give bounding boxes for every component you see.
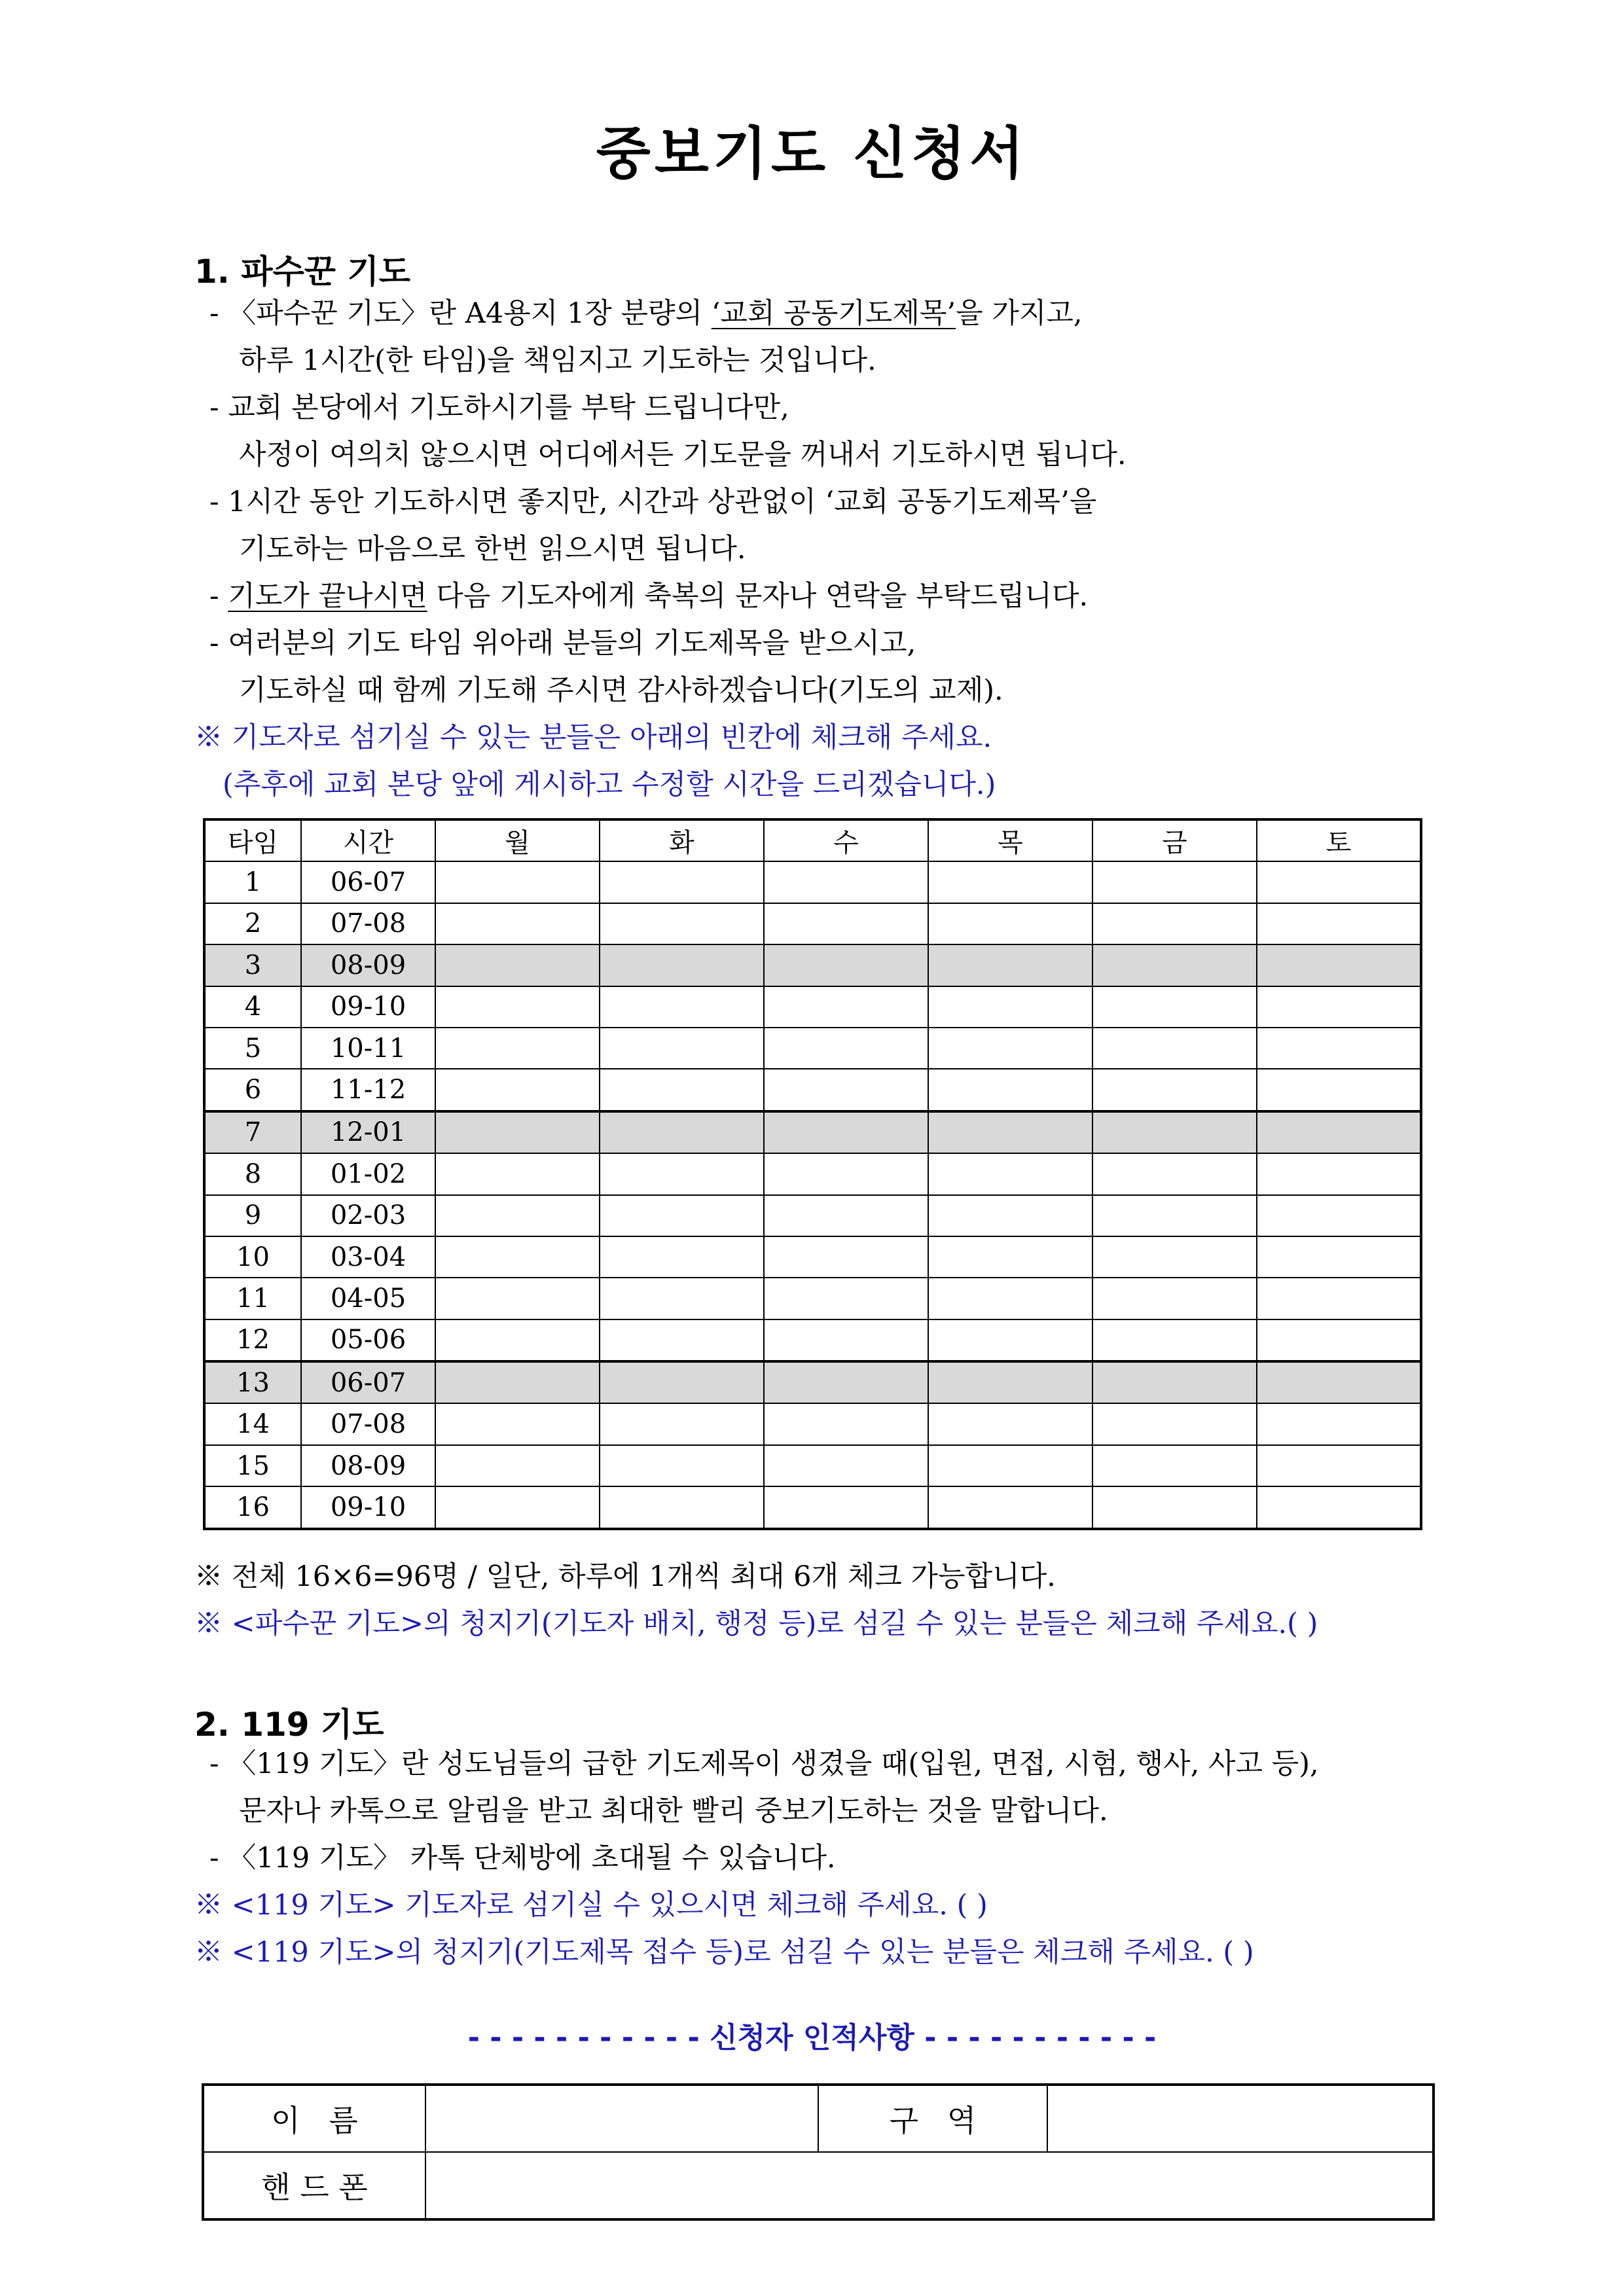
time-slot-number: 8	[204, 1153, 301, 1194]
time-slot-number: 12	[204, 1319, 301, 1361]
schedule-check-cell[interactable]	[764, 1319, 928, 1361]
schedule-check-cell[interactable]	[600, 1236, 764, 1278]
schedule-check-cell[interactable]	[1092, 986, 1257, 1028]
schedule-check-cell[interactable]	[1257, 1195, 1421, 1236]
section-2-heading: 2. 119 기도	[194, 1706, 384, 1744]
schedule-header-cell: 타임	[204, 819, 301, 861]
schedule-check-cell[interactable]	[764, 1278, 928, 1319]
time-slot-hours: 06-07	[301, 861, 435, 903]
schedule-check-cell[interactable]	[1092, 1486, 1257, 1528]
schedule-row	[204, 1486, 1421, 1528]
schedule-check-cell[interactable]	[600, 1319, 764, 1361]
schedule-check-cell[interactable]	[928, 1361, 1092, 1403]
schedule-check-cell[interactable]	[764, 903, 928, 944]
schedule-check-cell[interactable]	[435, 1236, 600, 1278]
applicant-divider: - - - - - - - - - - - 신청자 인적사항 - - - - - - - - - - -	[467, 2021, 1157, 2054]
schedule-check-cell[interactable]	[1257, 1236, 1421, 1278]
schedule-check-cell[interactable]	[600, 1486, 764, 1528]
time-slot-hours: 08-09	[301, 1445, 435, 1486]
time-slot-number: 6	[204, 1069, 301, 1111]
section-1-line-8: - 여러분의 기도 타임 위아래 분들의 기도제목을 받으시고,	[209, 627, 916, 660]
section-1-heading: 1. 파수꾼 기도	[194, 253, 411, 291]
time-slot-number: 4	[204, 986, 301, 1028]
section-1-note-2: (추후에 교회 본당 앞에 게시하고 수정할 시간을 드리겠습니다.)	[223, 768, 996, 801]
prayer-schedule-table	[203, 818, 1422, 1530]
schedule-row	[204, 1195, 1421, 1236]
time-slot-number: 16	[204, 1486, 301, 1528]
schedule-check-cell[interactable]	[1092, 1153, 1257, 1194]
name-label: 이 름	[203, 2085, 425, 2152]
schedule-header-cell: 시간	[301, 819, 435, 861]
schedule-check-cell[interactable]	[435, 1361, 600, 1403]
schedule-check-cell[interactable]	[435, 1403, 600, 1444]
schedule-check-cell[interactable]	[928, 1028, 1092, 1069]
time-slot-hours: 01-02	[301, 1153, 435, 1194]
schedule-row	[204, 1361, 1421, 1403]
schedule-row	[204, 1278, 1421, 1319]
schedule-check-cell[interactable]	[435, 1153, 600, 1194]
time-slot-hours: 10-11	[301, 1028, 435, 1069]
schedule-check-cell[interactable]	[1257, 1445, 1421, 1486]
schedule-check-cell[interactable]	[435, 1195, 600, 1236]
schedule-row	[204, 1319, 1421, 1361]
schedule-check-cell[interactable]	[764, 1403, 928, 1444]
schedule-check-cell[interactable]	[435, 1319, 600, 1361]
schedule-check-cell[interactable]	[1257, 861, 1421, 903]
schedule-check-cell[interactable]	[600, 1445, 764, 1486]
phone-field[interactable]	[425, 2152, 1434, 2219]
schedule-check-cell[interactable]	[928, 1153, 1092, 1194]
schedule-check-cell[interactable]	[435, 1069, 600, 1111]
time-slot-number: 13	[204, 1361, 301, 1403]
schedule-check-cell[interactable]	[600, 1069, 764, 1111]
schedule-header-cell: 목	[928, 819, 1092, 861]
schedule-check-cell[interactable]	[600, 986, 764, 1028]
section-2-line-1: - 〈119 기도〉란 성도님들의 급한 기도제목이 생겼을 때(입원, 면접, 시험, 행사, 사고 등),	[209, 1748, 1319, 1780]
schedule-check-cell[interactable]	[600, 861, 764, 903]
schedule-check-cell[interactable]	[1092, 1445, 1257, 1486]
schedule-check-cell[interactable]	[764, 1361, 928, 1403]
schedule-row	[204, 1028, 1421, 1069]
schedule-check-cell[interactable]	[1257, 1319, 1421, 1361]
district-label: 구 역	[818, 2085, 1047, 2152]
schedule-check-cell[interactable]	[764, 944, 928, 986]
schedule-check-cell[interactable]	[928, 1445, 1092, 1486]
time-slot-hours: 08-09	[301, 944, 435, 986]
schedule-check-cell[interactable]	[764, 986, 928, 1028]
schedule-check-cell[interactable]	[928, 1486, 1092, 1528]
schedule-check-cell[interactable]	[1257, 986, 1421, 1028]
schedule-header-cell: 금	[1092, 819, 1257, 861]
schedule-row	[204, 944, 1421, 986]
schedule-check-cell[interactable]	[1092, 1111, 1257, 1153]
schedule-check-cell[interactable]	[435, 1111, 600, 1153]
schedule-check-cell[interactable]	[928, 1319, 1092, 1361]
schedule-check-cell[interactable]	[764, 1445, 928, 1486]
schedule-row	[204, 1236, 1421, 1278]
schedule-row	[204, 1445, 1421, 1486]
applicant-info-table	[202, 2083, 1435, 2221]
schedule-check-cell[interactable]	[435, 1278, 600, 1319]
schedule-check-cell[interactable]	[1092, 1361, 1257, 1403]
schedule-check-cell[interactable]	[600, 1278, 764, 1319]
time-slot-number: 14	[204, 1403, 301, 1444]
section-2-line-3: - 〈119 기도〉 카톡 단체방에 초대될 수 있습니다.	[209, 1842, 836, 1874]
name-field[interactable]	[425, 2085, 818, 2152]
time-slot-hours: 12-01	[301, 1111, 435, 1153]
schedule-check-cell[interactable]	[928, 944, 1092, 986]
district-field[interactable]	[1047, 2085, 1434, 2152]
time-slot-number: 5	[204, 1028, 301, 1069]
schedule-check-cell[interactable]	[764, 1153, 928, 1194]
applicant-row-2	[203, 2152, 1434, 2219]
time-slot-number: 7	[204, 1111, 301, 1153]
section-2-note-2: ※ <119 기도>의 청지기(기도제목 접수 등)로 섬길 수 있는 분들은 체크해 주세요. ( )	[194, 1936, 1254, 1969]
time-slot-hours: 11-12	[301, 1069, 435, 1111]
schedule-check-cell[interactable]	[435, 1486, 600, 1528]
section-1-line-7: - 기도가 끝나시면 다음 기도자에게 축복의 문자나 연락을 부탁드립니다.	[209, 580, 1089, 613]
time-slot-hours: 09-10	[301, 1486, 435, 1528]
phone-label: 핸 드 폰	[203, 2152, 425, 2219]
schedule-check-cell[interactable]	[928, 1403, 1092, 1444]
schedule-check-cell[interactable]	[764, 1028, 928, 1069]
schedule-check-cell[interactable]	[764, 861, 928, 903]
schedule-check-cell[interactable]	[1257, 1028, 1421, 1069]
schedule-check-cell[interactable]	[1257, 1069, 1421, 1111]
time-slot-number: 2	[204, 903, 301, 944]
time-slot-hours: 05-06	[301, 1319, 435, 1361]
schedule-header-cell: 수	[764, 819, 928, 861]
schedule-check-cell[interactable]	[600, 1403, 764, 1444]
schedule-check-cell[interactable]	[764, 1236, 928, 1278]
time-slot-number: 3	[204, 944, 301, 986]
schedule-footnote: ※ 전체 16×6=96명 / 일단, 하루에 1개씩 최대 6개 체크 가능합니다.	[194, 1560, 1056, 1593]
schedule-check-cell[interactable]	[600, 1153, 764, 1194]
section-2-line-2: 문자나 카톡으로 알림을 받고 최대한 빨리 중보기도하는 것을 말합니다.	[239, 1795, 1108, 1827]
time-slot-hours: 07-08	[301, 903, 435, 944]
time-slot-number: 9	[204, 1195, 301, 1236]
time-slot-hours: 06-07	[301, 1361, 435, 1403]
schedule-check-cell[interactable]	[764, 1111, 928, 1153]
time-slot-number: 15	[204, 1445, 301, 1486]
schedule-check-cell[interactable]	[600, 1028, 764, 1069]
applicant-row-1	[203, 2085, 1434, 2152]
schedule-check-cell[interactable]	[928, 1069, 1092, 1111]
schedule-check-cell[interactable]	[435, 986, 600, 1028]
schedule-check-cell[interactable]	[435, 944, 600, 986]
schedule-check-cell[interactable]	[1092, 1069, 1257, 1111]
schedule-check-cell[interactable]	[600, 1195, 764, 1236]
schedule-check-cell[interactable]	[1257, 1153, 1421, 1194]
schedule-check-cell[interactable]	[1257, 1361, 1421, 1403]
schedule-check-cell[interactable]	[928, 1236, 1092, 1278]
schedule-check-cell[interactable]	[1257, 903, 1421, 944]
schedule-check-cell[interactable]	[1092, 1028, 1257, 1069]
schedule-check-cell[interactable]	[600, 1361, 764, 1403]
section-1-line-6: 기도하는 마음으로 한번 읽으시면 됩니다.	[239, 533, 746, 565]
schedule-row	[204, 1069, 1421, 1111]
schedule-check-cell[interactable]	[600, 944, 764, 986]
section-2-note-1: ※ <119 기도> 기도자로 섬기실 수 있으시면 체크해 주세요. ( )	[194, 1889, 988, 1922]
schedule-row	[204, 1403, 1421, 1444]
schedule-row	[204, 1153, 1421, 1194]
schedule-check-cell[interactable]	[1257, 1111, 1421, 1153]
section-1-line-4: 사정이 여의치 않으시면 어디에서든 기도문을 꺼내서 기도하시면 됩니다.	[239, 439, 1127, 471]
schedule-check-cell[interactable]	[764, 1486, 928, 1528]
schedule-header-cell: 화	[600, 819, 764, 861]
schedule-check-cell[interactable]	[1257, 1486, 1421, 1528]
time-slot-hours: 04-05	[301, 1278, 435, 1319]
schedule-check-cell[interactable]	[928, 1195, 1092, 1236]
schedule-check-cell[interactable]	[1257, 944, 1421, 986]
section-1-line-2: 하루 1시간(한 타임)을 책임지고 기도하는 것입니다.	[239, 344, 876, 377]
time-slot-hours: 03-04	[301, 1236, 435, 1278]
schedule-row	[204, 861, 1421, 903]
time-slot-number: 1	[204, 861, 301, 903]
time-slot-number: 10	[204, 1236, 301, 1278]
schedule-check-cell[interactable]	[928, 1278, 1092, 1319]
section-1-note-1: ※ 기도자로 섬기실 수 있는 분들은 아래의 빈칸에 체크해 주세요.	[194, 721, 992, 754]
schedule-check-cell[interactable]	[435, 1445, 600, 1486]
schedule-check-cell[interactable]	[600, 1111, 764, 1153]
schedule-check-cell[interactable]	[600, 903, 764, 944]
schedule-header-row	[204, 819, 1421, 861]
schedule-check-cell[interactable]	[1092, 1236, 1257, 1278]
schedule-check-cell[interactable]	[1092, 861, 1257, 903]
steward-check-note: ※ <파수꾼 기도>의 청지기(기도자 배치, 행정 등)로 섬길 수 있는 분들은 체크해 주세요.( )	[194, 1607, 1318, 1640]
section-1-line-1: - 〈파수꾼 기도〉란 A4용지 1장 분량의 ‘교회 공동기도제목’을 가지고,	[209, 297, 1083, 330]
section-1-line-9: 기도하실 때 함께 기도해 주시면 감사하겠습니다(기도의 교제).	[239, 674, 1003, 707]
schedule-check-cell[interactable]	[1092, 903, 1257, 944]
time-slot-hours: 07-08	[301, 1403, 435, 1444]
section-1-line-5: - 1시간 동안 기도하시면 좋지만, 시간과 상관없이 ‘교회 공동기도제목’을	[209, 486, 1097, 518]
schedule-check-cell[interactable]	[928, 903, 1092, 944]
schedule-header-cell: 월	[435, 819, 600, 861]
schedule-check-cell[interactable]	[1092, 1195, 1257, 1236]
schedule-row	[204, 903, 1421, 944]
schedule-check-cell[interactable]	[1092, 1278, 1257, 1319]
page-title: 중보기도 신청서	[596, 121, 1028, 187]
schedule-check-cell[interactable]	[928, 1111, 1092, 1153]
time-slot-hours: 09-10	[301, 986, 435, 1028]
schedule-check-cell[interactable]	[928, 986, 1092, 1028]
section-1-line-3: - 교회 본당에서 기도하시기를 부탁 드립니다만,	[209, 391, 789, 424]
schedule-header-cell: 토	[1257, 819, 1421, 861]
time-slot-number: 11	[204, 1278, 301, 1319]
schedule-check-cell[interactable]	[435, 903, 600, 944]
schedule-check-cell[interactable]	[928, 861, 1092, 903]
time-slot-hours: 02-03	[301, 1195, 435, 1236]
schedule-check-cell[interactable]	[1092, 944, 1257, 986]
schedule-check-cell[interactable]	[1257, 1403, 1421, 1444]
schedule-row	[204, 986, 1421, 1028]
schedule-check-cell[interactable]	[435, 861, 600, 903]
schedule-check-cell[interactable]	[764, 1195, 928, 1236]
schedule-check-cell[interactable]	[1092, 1403, 1257, 1444]
schedule-check-cell[interactable]	[1092, 1319, 1257, 1361]
schedule-check-cell[interactable]	[1257, 1278, 1421, 1319]
schedule-row	[204, 1111, 1421, 1153]
schedule-check-cell[interactable]	[764, 1069, 928, 1111]
schedule-check-cell[interactable]	[435, 1028, 600, 1069]
